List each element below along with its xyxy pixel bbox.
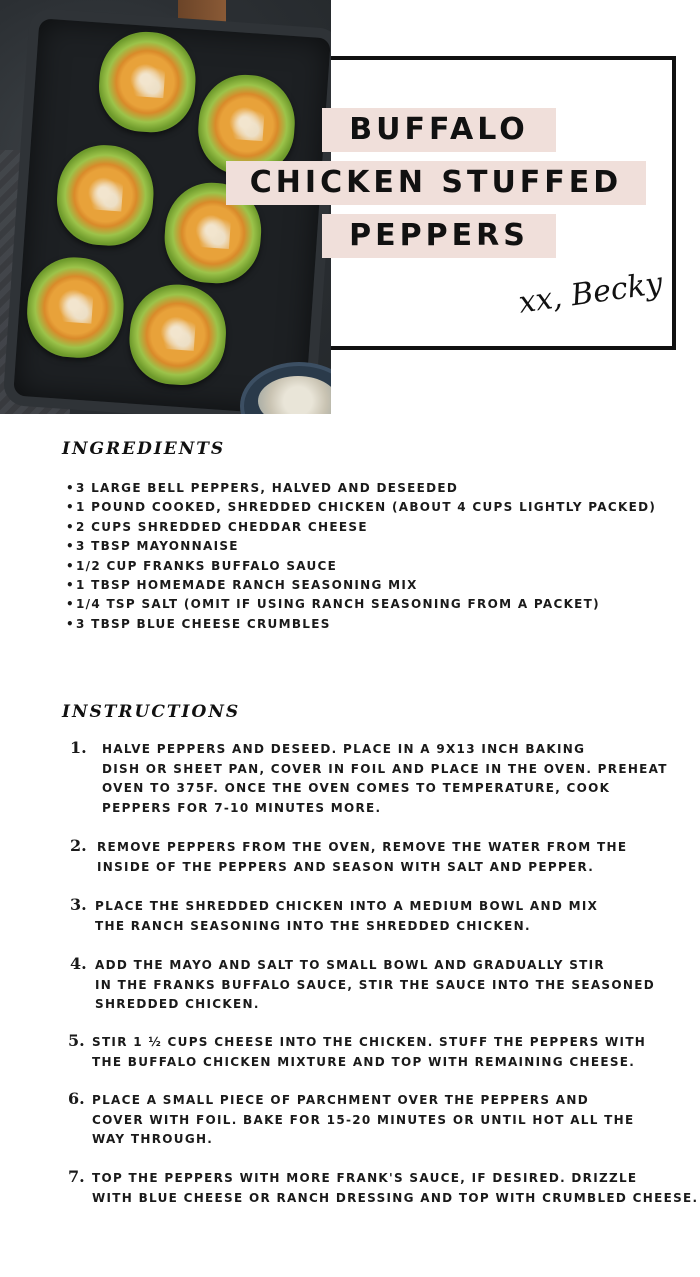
step-number: 7.	[68, 1167, 85, 1186]
recipe-photo	[0, 0, 331, 414]
step-text-line: STIR 1 ½ CUPS CHEESE INTO THE CHICKEN. STUFF THE PEPPERS WITH	[92, 1035, 647, 1049]
baking-tray	[2, 8, 331, 414]
instruction-step	[70, 895, 599, 936]
signature: xx, Becky	[516, 265, 665, 321]
step-text-line: WAY THROUGH.	[92, 1132, 214, 1147]
title-line-2: CHICKEN STUFFED	[226, 161, 646, 205]
step-number: 5.	[68, 1031, 85, 1050]
title-line-3: PEPPERS	[322, 214, 556, 258]
step-text-line: IN THE FRANKS BUFFALO SAUCE, STIR THE SAUCE INTO THE SEASONED	[95, 977, 655, 992]
step-number: 3.	[70, 895, 87, 914]
stuffed-pepper	[96, 29, 199, 135]
stuffed-pepper	[126, 281, 229, 387]
instruction-step	[68, 1031, 647, 1072]
step-number: 1.	[70, 738, 87, 757]
ingredient-item: • 3 TBSP BLUE CHEESE CRUMBLES	[66, 615, 656, 634]
step-text-line: PEPPERS FOR 7-10 MINUTES MORE.	[102, 801, 382, 816]
step-text-line: PLACE THE SHREDDED CHICKEN INTO A MEDIUM BOWL AND MIX	[95, 899, 599, 913]
step-text-line: PLACE A SMALL PIECE OF PARCHMENT OVER THE PEPPERS AND	[92, 1093, 589, 1107]
step-text-line: COVER WITH FOIL. BAKE FOR 15-20 MINUTES OR UNTIL HOT ALL THE	[92, 1112, 635, 1127]
stuffed-pepper	[54, 142, 157, 248]
step-text-line: THE RANCH SEASONING INTO THE SHREDDED CHICKEN.	[95, 918, 531, 933]
ingredients-heading: INGREDIENTS	[56, 437, 232, 459]
instruction-step	[70, 954, 655, 1015]
ingredient-item: • 1/2 CUP FRANKS BUFFALO SAUCE	[66, 557, 656, 576]
step-text-line: TOP THE PEPPERS WITH MORE FRANK'S SAUCE, IF DESIRED. DRIZZLE	[92, 1171, 638, 1185]
step-text-line: THE BUFFALO CHICKEN MIXTURE AND TOP WITH REMAINING CHEESE.	[92, 1054, 636, 1069]
step-text-line: HALVE PEPPERS AND DESEED. PLACE IN A 9X13 INCH BAKING	[102, 742, 586, 756]
instruction-step	[68, 1089, 635, 1150]
ingredient-item: • 2 CUPS SHREDDED CHEDDAR CHEESE	[66, 518, 656, 537]
step-text-line: SHREDDED CHICKEN.	[95, 997, 260, 1012]
step-number: 6.	[68, 1089, 85, 1108]
step-number: 2.	[70, 836, 87, 855]
step-text-line: WITH BLUE CHEESE OR RANCH DRESSING AND TOP WITH CRUMBLED CHEESE.	[92, 1190, 699, 1205]
stuffed-pepper	[24, 254, 127, 360]
ingredient-item: • 1 POUND COOKED, SHREDDED CHICKEN (ABOUT 4 CUPS LIGHTLY PACKED)	[66, 498, 656, 517]
step-number: 4.	[70, 954, 87, 973]
ingredient-item: • 3 TBSP MAYONNAISE	[66, 537, 656, 556]
title-line-1: BUFFALO	[322, 108, 556, 152]
step-text-line: REMOVE PEPPERS FROM THE OVEN, REMOVE THE WATER FROM THE	[97, 840, 628, 854]
instruction-step	[68, 1167, 699, 1208]
step-text-line: ADD THE MAYO AND SALT TO SMALL BOWL AND GRADUALLY STIR	[95, 958, 605, 972]
ingredient-item: • 1/4 TSP SALT (OMIT IF USING RANCH SEASONING FROM A PACKET)	[66, 595, 656, 614]
instruction-step	[70, 836, 628, 877]
step-text-line: DISH OR SHEET PAN, COVER IN FOIL AND PLACE IN THE OVEN. PREHEAT	[102, 761, 668, 776]
ingredient-item: • 1 TBSP HOMEMADE RANCH SEASONING MIX	[66, 576, 656, 595]
instructions-heading: INSTRUCTIONS	[56, 700, 246, 722]
ingredient-item: • 3 LARGE BELL PEPPERS, HALVED AND DESEEDED	[66, 479, 656, 498]
step-text-line: INSIDE OF THE PEPPERS AND SEASON WITH SALT AND PEPPER.	[97, 859, 595, 874]
step-text-line: OVEN TO 375F. ONCE THE OVEN COMES TO TEMPERATURE, COOK	[102, 781, 611, 796]
ingredients-list	[66, 479, 656, 634]
instruction-step	[70, 738, 668, 819]
